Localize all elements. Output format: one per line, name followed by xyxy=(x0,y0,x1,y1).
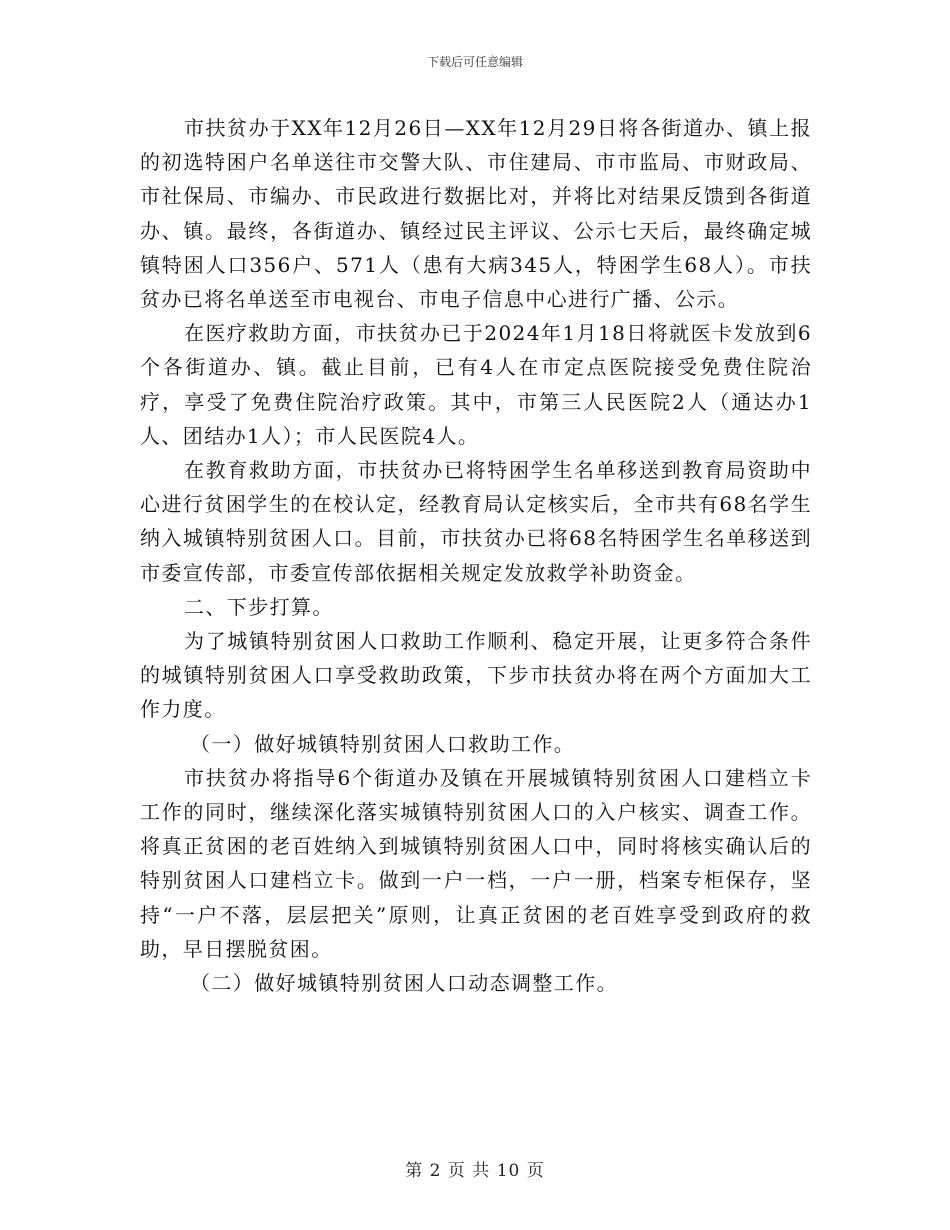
subheading-dynamic-adjustment: （二）做好城镇特别贫困人口动态调整工作。 xyxy=(190,971,618,996)
paragraph-medical-aid: 在医疗救助方面，市扶贫办已于2024年1月18日将就医卡发放到6个各街道办、镇。截止目前，已有4人在市定点医院接受免费住院治疗，享受了免费住院治疗政策。其中，市第三人民医院2人（通达办1人、团结办1人）；市人民医院4人。 xyxy=(140,321,812,448)
page-number-footer: 第 2 页 共 10 页 xyxy=(405,1161,545,1181)
subheading-relief-work: （一）做好城镇特别贫困人口救助工作。 xyxy=(190,731,576,756)
paragraph-next-steps-intro: 为了城镇特别贫困人口救助工作顺利、稳定开展，让更多符合条件的城镇特别贫困人口享受救助政策，下步市扶贫办将在两个方面加大工作力度。 xyxy=(140,629,812,722)
page-header-note: 下载后可任意编辑 xyxy=(426,55,523,69)
paragraph-data-comparison: 市扶贫办于XX年12月26日—XX年12月29日将各街道办、镇上报的初选特困户名单送往市交警大队、市住建局、市市监局、市财政局、市社保局、市编办、市民政进行数据比对，并将比对结果反馈到各街道办、镇。最终，各街道办、镇经过民主评议、公示七天后，最终确定城镇特困人口356户、571人（患有大病345人，特困学生68人）。市扶贫办已将名单送至市电视台、市电子信息中心进行广播、公示。 xyxy=(140,116,812,312)
paragraph-relief-work: 市扶贫办将指导6个街道办及镇在开展城镇特别贫困人口建档立卡工作的同时，继续深化落实城镇特别贫困人口的入户核实、调查工作。将真正贫困的老百姓纳入到城镇特别贫困人口中，同时将核实确认后的特别贫困人口建档立卡。做到一户一档，一户一册，档案专柜保存，坚持“一户不落，层层把关”原则，让真正贫困的老百姓享受到政府的救助，早日摆脱贫困。 xyxy=(140,765,812,961)
paragraph-education-aid: 在教育救助方面，市扶贫办已将特困学生名单移送到教育局资助中心进行贫困学生的在校认定，经教育局认定核实后，全市共有68名学生纳入城镇特别贫困人口。目前，市扶贫办已将68名特困学生名单移送到市委宣传部，市委宣传部依据相关规定发放救学补助资金。 xyxy=(140,458,812,585)
section-heading-next-steps: 二、下步打算。 xyxy=(184,594,334,619)
document-body xyxy=(140,111,812,1000)
